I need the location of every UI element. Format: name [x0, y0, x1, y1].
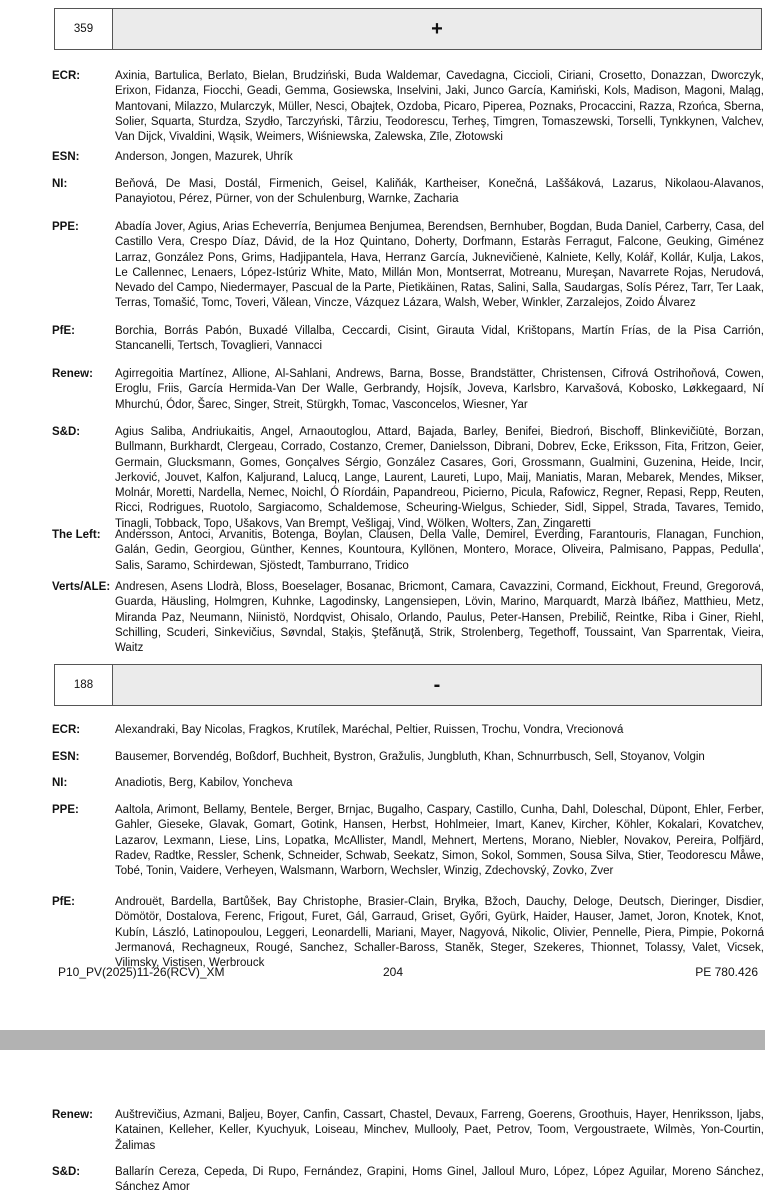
group-label: PPE:	[52, 804, 79, 816]
page-separator	[0, 1030, 765, 1050]
group-member-list: Bausemer, Borvendég, Boßdorf, Buchheit, Bystron, Gražulis, Jungbluth, Khan, Schnurrbusch, Sell, Stoyanov, Volgin	[115, 751, 705, 763]
group-label: Verts/ALE:	[52, 581, 111, 593]
group-row-esn	[52, 150, 764, 165]
group-member-list: Ballarín Cereza, Cepeda, Di Rupo, Fernández, Grapini, Homs Ginel, Jalloul Muro, López, López Aguilar, Moreno Sánchez, Sánchez Amor	[115, 1166, 764, 1194]
group-row-ppe	[52, 220, 764, 312]
document-page-next	[0, 1050, 765, 1200]
group-label: ESN:	[52, 751, 80, 763]
document-reference: P10_PV(2025)11-26(RCV)_XM	[58, 965, 225, 979]
group-member-list: Alexandraki, Bay Nicolas, Fragkos, Krutílek, Maréchal, Peltier, Ruissen, Trochu, Vondra, Vrecionová	[115, 724, 624, 736]
group-row-sd	[52, 425, 764, 532]
group-row-sd	[52, 1165, 764, 1196]
group-label: ESN:	[52, 151, 80, 163]
vote-sign: +	[113, 9, 761, 49]
group-row-renew	[52, 367, 764, 413]
group-label: NI:	[52, 178, 68, 190]
group-label: The Left:	[52, 529, 101, 541]
group-row-ppe	[52, 803, 764, 879]
group-member-list: Anadiotis, Berg, Kabilov, Yoncheva	[115, 777, 293, 789]
group-row-ecr	[52, 69, 764, 145]
group-member-list: Agius Saliba, Andriukaitis, Angel, Arnaoutoglou, Attard, Bajada, Barley, Benifei, Biedroń, Bischoff, Blinkevičiūtė, Borzan, Bullmann, Burkhardt, Clergeau, Corrado, Costanzo, Cremer, Danielsson, Dibrani, Dobrev, Ecke, Eriksson, Fita, Fritzon, Geier, Germain, Glucksmann, Gomes, Gonçalves Sérgio, González Casares, Gori, Grossmann, Gualmini, Guzenina, Heide, Incir, Jerković, Jouvet, Kalfon, Kaljurand, Lalucq, Lange, Laurent, Laureti, Lupo, Maij, Maniatis, Maran, Mebarek, Mendes, Mikser, Molnár, Moretti, Nardella, Nemec, Noichl, Ó Ríordáin, Papandreou, Picierno, Picula, Rafowicz, Regner, Repasi, Repp, Reuten, Ricci, Rodrigues, Ruotolo, Sargiacomo, Schaldemose, Scheuring-Wielgus, Schieder, Sidl, Sippel, Strada, Tavares, Temido, Tinagli, Tobback, Topo, Ušakovs, Van Brempt, Vešligaj, Vind, Wölken, Wolters, Zan, Zingaretti	[115, 426, 764, 530]
group-label: Renew:	[52, 1109, 93, 1121]
page-number: 204	[383, 965, 404, 979]
group-row-pfe	[52, 895, 764, 971]
group-label: S&D:	[52, 426, 81, 438]
group-member-list: Borchia, Borrás Pabón, Buxadé Villalba, Ceccardi, Cisint, Girauta Vidal, Krištopans, Martín Frías, de la Pisa Carrión, Stancanelli, Tertsch, Tovaglieri, Vannacci	[115, 325, 764, 353]
group-row-ni	[52, 177, 764, 208]
group-member-list: Auštrevičius, Azmani, Baljeu, Boyer, Canfin, Cassart, Chastel, Devaux, Farreng, Goerens, Groothuis, Hayer, Henriksson, Ijabs, Katainen, Kelleher, Keller, Kyuchyuk, Loiseau, Minchev, Mullooly, Paet, Petrov, Toom, Vergoustraete, Wilmès, Yon-Courtin, Žalimas	[115, 1109, 764, 1152]
group-label: PPE:	[52, 221, 79, 233]
group-label: ECR:	[52, 70, 81, 82]
group-member-list: Andersson, Antoci, Arvanitis, Botenga, Boylan, Clausen, Della Valle, Demirel, Everding, Farantouris, Flanagan, Funchion, Galán, Gedin, Georgiou, Günther, Kennes, Kountoura, Kyllönen, Montero, Morace, Oliveira, Palmisano, Pappas, Pedulla', Salis, Saramo, Schirdewan, Sjöstedt, Tamburrano, Tridico	[115, 529, 764, 572]
group-label: PfE:	[52, 325, 75, 337]
group-member-list: Axinia, Bartulica, Berlato, Bielan, Brudziński, Buda Waldemar, Cavedagna, Ciccioli, Ciriani, Crosetto, Donazzan, Dworczyk, Erixon, Fidanza, Fiocchi, Geadi, Gemma, Gosiewska, Inselvini, Jaki, Junco García, Kamiński, Kols, Madison, Magoni, Maląg, Mantovani, Milazzo, Mularczyk, Müller, Nesci, Obajtek, Ozdoba, Picaro, Piperea, Poznaks, Procaccini, Razza, Rzońca, Sberna, Solier, Squarta, Sturdza, Szydło, Tarczyński, Târziu, Teodorescu, Terheş, Timgren, Tomaszewski, Torselli, Tynkkynen, Valchev, Van Dijck, Vivaldini, Wąsik, Weimers, Wiśniewska, Zalewska, Zīle, Złotowski	[115, 70, 764, 144]
group-member-list: Agirregoitia Martínez, Allione, Al-Sahlani, Andrews, Barna, Bosse, Brandstätter, Christensen, Cifrová Ostrihoňová, Cowen, Eroglu, Friis, García Hermida-Van Der Walle, Gerbrandy, Hojsík, Joveva, Karlsbro, Karvašová, Kobosko, Løkkegaard, Ní Mhurchú, Ódor, Šarec, Singer, Streit, Stürgkh, Tomac, Vasconcelos, Wiesner, Yar	[115, 368, 764, 411]
vote-count: 359	[55, 9, 113, 49]
group-label: S&D:	[52, 1166, 81, 1178]
group-member-list: Abadía Jover, Agius, Arias Echeverría, Benjumea Benjumea, Berendsen, Bernhuber, Bogdan, Buda Daniel, Carberry, Casa, del Castillo Vera, Crespo Díaz, Dávid, de la Hoz Quintano, Doherty, Dorfmann, Estaràs Ferragut, Falcone, Geuking, Giménez Larraz, González Pons, Grims, Hadjipantela, Hava, Herranz García, Juknevičienė, Kalniete, Kelly, Kolář, Kollár, Kulja, Lakos, Le Callennec, Lenaers, López-Istúriz White, Mato, Millán Mon, Montserrat, Motreanu, Mureşan, Navarrete Rojas, Nerudová, Nevado del Campo, Niedermayer, Pascual de la Parte, Pietikäinen, Ratas, Salini, Salla, Saudargas, Solís Pérez, Tarr, Ter Laak, Terras, Tomašić, Tomc, Toveri, Vălean, Vincze, Vázquez Lázara, Walsh, Weber, Winkler, Zarzalejos, Zoido Álvarez	[115, 221, 764, 310]
group-member-list: Beňová, De Masi, Dostál, Firmenich, Geisel, Kaliňák, Kartheiser, Konečná, Laššáková, Lazarus, Nikolaou-Alavanos, Panayiotou, Pérez, Pürner, von der Schulenburg, Warnke, Zacharia	[115, 178, 764, 206]
vote-count: 188	[55, 665, 113, 705]
group-label: NI:	[52, 777, 68, 789]
group-label: PfE:	[52, 896, 75, 908]
group-row-verts-ale	[52, 580, 764, 656]
group-row-ecr	[52, 723, 764, 738]
group-row-pfe	[52, 324, 764, 355]
group-row-esn	[52, 750, 764, 765]
group-label: ECR:	[52, 724, 81, 736]
vote-result-box-against	[54, 664, 762, 706]
group-row-the-left	[52, 528, 764, 574]
group-member-list: Andresen, Asens Llodrà, Bloss, Boeselager, Bosanac, Bricmont, Camara, Cavazzini, Cormand, Eickhout, Freund, Gregorová, Guarda, Häusling, Holmgren, Kuhnke, Lagodinsky, Langensiepen, Lövin, Marino, Marquardt, Marzà Ibáñez, Matthieu, Metz, Miranda Paz, Neumann, Niinistö, Nordqvist, Ohisalo, Orlando, Paulus, Peter-Hansen, Prebilič, Reintke, Riba i Giner, Riehl, Schilling, Scuderi, Sinkevičius, Søvndal, Staķis, Ştefănuţă, Strik, Strolenberg, Tegethoff, Toussaint, Van Sparrentak, Vieira, Waitz	[115, 581, 764, 655]
group-row-ni	[52, 776, 764, 791]
vote-result-box-for	[54, 8, 762, 50]
group-member-list: Androuët, Bardella, Bartůšek, Bay Christophe, Brasier-Clain, Bryłka, Bžoch, Dauchy, Deloge, Deutsch, Dieringer, Disdier, Dömötör, Dostalova, Ferenc, Frigout, Furet, Gál, Garraud, Griset, Győri, Gyürk, Haider, Hauser, Jamet, Joron, Knotek, Knot, Kubín, László, Latinopoulou, Leggeri, Leonardelli, Mariani, Mayer, Nagyová, Nikolic, Olivier, Pennelle, Piera, Pimpie, Pokorná Jermanová, Rechagneux, Rougé, Sanchez, Schaller-Baross, Staněk, Steger, Szekeres, Thionnet, Tolassy, Valet, Vicsek, Vilimsky, Vistisen, Werbrouck	[115, 896, 764, 970]
vote-sign: -	[113, 665, 761, 705]
pe-number: PE 780.426	[695, 965, 758, 979]
group-member-list: Aaltola, Arimont, Bellamy, Bentele, Berger, Brnjac, Bugalho, Caspary, Castillo, Cunha, Dahl, Doleschal, Düpont, Ehler, Ferber, Gahler, Gieseke, Glavak, Gomart, Gotink, Hansen, Herbst, Hohlmeier, Imart, Kanev, Kircher, Köhler, Kokalari, Kovatchev, Lazarov, Lexmann, Liese, Lins, Lopatka, McAllister, Mandl, Mehnert, Mertens, Morano, Niebler, Novakov, Pereira, Polfjärd, Radev, Radtke, Ressler, Schenk, Schneider, Schwab, Seekatz, Simon, Sokol, Sommen, Sousa Silva, Stier, Teodorescu Måwe, Tobé, Tonin, Vaidere, Verheyen, Walsmann, Warborn, Wechsler, Winzig, Zdechovský, Zovko, Zver	[115, 804, 764, 878]
group-label: Renew:	[52, 368, 93, 380]
group-row-renew	[52, 1108, 764, 1154]
group-member-list: Anderson, Jongen, Mazurek, Uhrík	[115, 151, 293, 163]
